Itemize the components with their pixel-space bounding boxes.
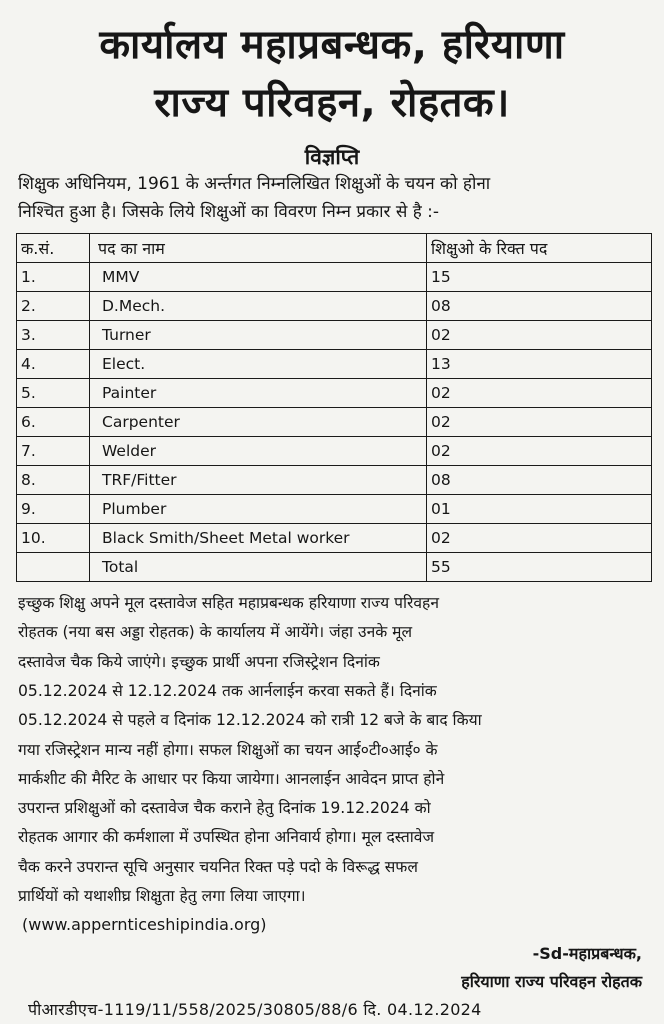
row-vacancies: 02 [427, 524, 652, 553]
row-serial: 6. [17, 408, 90, 437]
table-row [17, 263, 652, 292]
row-serial: 1. [17, 263, 90, 292]
table-row [17, 321, 652, 350]
row-serial: 4. [17, 350, 90, 379]
paragraph-line: मार्कशीट की मैरिट के आधार पर किया जायेगा। आनलाईन आवेदन प्राप्त होने [18, 769, 445, 788]
table-row [17, 466, 652, 495]
reference-number: पीआरडीएच-1119/11/558/2025/30805/88/6 दि. 04.12.2024 [28, 1000, 482, 1019]
paragraph-line: 05.12.2024 से 12.12.2024 तक आर्नलाईन करवा सकते हैं। दिनांक [18, 681, 437, 700]
row-vacancies: 02 [427, 379, 652, 408]
row-post-name: MMV [90, 263, 427, 292]
row-post-name: Turner [90, 321, 427, 350]
row-post-name: Painter [90, 379, 427, 408]
paragraph-line: दस्तावेज चैक किये जाएंगे। इच्छुक प्रार्थी अपना रजिस्ट्रेशन दिनांक [18, 652, 380, 671]
row-post-name: Welder [90, 437, 427, 466]
row-vacancies: 08 [427, 466, 652, 495]
office-title-line2: राज्य परिवहन, रोहतक। [154, 80, 510, 126]
row-post-name: Black Smith/Sheet Metal worker [90, 524, 427, 553]
row-serial: 5. [17, 379, 90, 408]
row-serial: 3. [17, 321, 90, 350]
paragraph-line: उपरान्त प्रशिक्षुओं को दस्तावेज चैक कराने हेतु दिनांक 19.12.2024 को [18, 799, 431, 818]
paragraph-line: चैक करने उपरान्त सूचि अनुसार चयनित रिक्त पड़े पदो के विरूद्ध सफल [18, 857, 418, 876]
row-serial: 8. [17, 466, 90, 495]
notice-heading: विज्ञप्ति [304, 145, 360, 169]
row-serial: 10. [17, 524, 90, 553]
row-vacancies: 02 [427, 408, 652, 437]
row-vacancies: 02 [427, 437, 652, 466]
intro-line2: निश्चित हुआ है। जिसके लिये शिक्षुओं का विवरण निम्न प्रकार से है :- [18, 202, 440, 222]
paragraph-line: 05.12.2024 से पहले व दिनांक 12.12.2024 को रात्री 12 बजे के बाद किया [18, 711, 482, 730]
row-post-name: Carpenter [90, 408, 427, 437]
table-body [17, 263, 652, 582]
paragraph-line: रोहतक आगार की कर्मशाला में उपस्थित होना अनिवार्य होगा। मूल दस्तावेज [18, 828, 435, 847]
row-vacancies: 08 [427, 292, 652, 321]
table-row [17, 292, 652, 321]
table-row [17, 495, 652, 524]
table-row [17, 437, 652, 466]
paragraph-line: प्रार्थियों को यथाशीघ्र शिक्षुता हेतु लगा लिया जाएगा। [18, 887, 306, 905]
row-post-name: Elect. [90, 350, 427, 379]
row-vacancies: 13 [427, 350, 652, 379]
total-label: Total [90, 553, 427, 582]
total-empty-cell [17, 553, 90, 582]
row-vacancies: 01 [427, 495, 652, 524]
paragraph-line: रोहतक (नया बस अड्डा रोहतक) के कार्यालय में आयेंगे। जंहा उनके मूल [18, 623, 413, 642]
table-total-row [17, 553, 652, 582]
row-serial: 7. [17, 437, 90, 466]
website-link[interactable]: (www.appernticeshipindia.org) [22, 915, 267, 934]
signature-line1: -Sd-महाप्रबन्धक, [532, 944, 642, 963]
paragraph-line: इच्छुक शिक्षु अपने मूल दस्तावेज सहित महाप्रबन्धक हरियाणा राज्य परिवहन [18, 594, 439, 612]
row-post-name: D.Mech. [90, 292, 427, 321]
table-row [17, 408, 652, 437]
row-serial: 9. [17, 495, 90, 524]
table-row [17, 379, 652, 408]
row-post-name: TRF/Fitter [90, 466, 427, 495]
signature-line2: हरियाणा राज्य परिवहन रोहतक [461, 972, 642, 991]
office-title-line1: कार्यालय महाप्रबन्धक, हरियाणा [99, 22, 565, 68]
table-row [17, 524, 652, 553]
table-row [17, 350, 652, 379]
table-header-row [17, 234, 652, 263]
row-vacancies: 15 [427, 263, 652, 292]
header-post-name: पद का नाम [90, 234, 427, 263]
row-vacancies: 02 [427, 321, 652, 350]
intro-line1: शिक्षुक अधिनियम, 1961 के अर्न्तगत निम्नलिखित शिक्षुओं के चयन को होना [18, 174, 491, 194]
total-value: 55 [427, 553, 652, 582]
row-post-name: Plumber [90, 495, 427, 524]
paragraph-line: गया रजिस्ट्रेशन मान्य नहीं होगा। सफल शिक्षुओं का चयन आई०टी०आई० के [18, 740, 438, 759]
vacancy-table [16, 233, 652, 582]
row-serial: 2. [17, 292, 90, 321]
header-serial: क.सं. [17, 234, 90, 263]
header-vacancies: शिक्षुओ के रिक्त पद [427, 234, 652, 263]
